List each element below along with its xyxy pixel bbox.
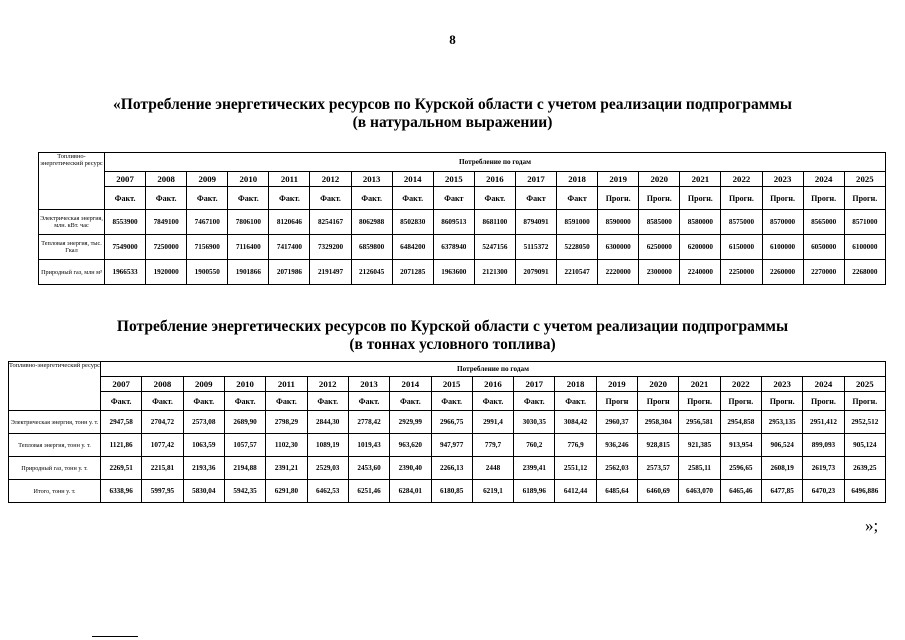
table-row (39, 235, 886, 260)
value-type-header: Прогн. (844, 187, 885, 210)
resource-label: Природный газ, тонн у. т. (9, 457, 101, 480)
table-cell: 8585000 (639, 210, 680, 235)
table1-title-line2: (в натуральном выражении) (352, 114, 553, 131)
year-header: 2021 (679, 377, 720, 392)
table-cell: 936,246 (596, 434, 637, 457)
year-header: 2008 (142, 377, 183, 392)
table-cell: 5997,95 (142, 480, 183, 503)
table-cell: 6378940 (433, 235, 474, 260)
table-cell: 2960,37 (596, 411, 637, 434)
table-cell: 1900550 (187, 260, 228, 285)
table-cell: 2390,40 (390, 457, 431, 480)
table-cell: 2952,512 (844, 411, 885, 434)
table-cell: 8794091 (515, 210, 556, 235)
year-header: 2025 (844, 377, 885, 392)
resource-column-header: Топливно-энергетический ресурс (39, 153, 105, 210)
table-cell: 1901866 (228, 260, 269, 285)
table-cell: 1019,43 (348, 434, 389, 457)
resource-label: Тепловая энергия, тонн у. т. (9, 434, 101, 457)
value-type-header: Прогн. (720, 392, 761, 411)
value-type-header: Прогн. (762, 392, 803, 411)
value-type-header: Прогн. (844, 392, 885, 411)
footnote-rule (92, 636, 138, 637)
year-header: 2022 (720, 377, 761, 392)
table-cell: 1063,59 (183, 434, 224, 457)
table-cell: 5942,35 (224, 480, 265, 503)
table-cell: 928,815 (638, 434, 679, 457)
years-row (9, 377, 886, 392)
table-cell: 6180,85 (431, 480, 472, 503)
table-cell: 8565000 (803, 210, 844, 235)
value-type-header: Факт. (472, 392, 513, 411)
table-cell: 6460,69 (638, 480, 679, 503)
table-cell: 2551,12 (555, 457, 596, 480)
table-row (39, 210, 886, 235)
resource-label: Тепловая энергия, тыс. Гкал (39, 235, 105, 260)
table-cell: 8553900 (105, 210, 146, 235)
consumption-by-year-header: Потребление по годам (101, 362, 886, 377)
year-header: 2017 (514, 377, 555, 392)
table-cell: 6412,44 (555, 480, 596, 503)
table-cell: 1121,86 (101, 434, 142, 457)
table-cell: 6050000 (803, 235, 844, 260)
table-cell: 905,124 (844, 434, 885, 457)
value-type-header: Прогн. (598, 187, 639, 210)
table-cell: 2071986 (269, 260, 310, 285)
table-cell: 2639,25 (844, 457, 885, 480)
table-cell: 7467100 (187, 210, 228, 235)
value-type-header: Прогн. (679, 392, 720, 411)
table-cell: 1920000 (146, 260, 187, 285)
header-row (9, 362, 886, 377)
resource-column-header: Топливно-энергетический ресурс (9, 362, 101, 411)
table-row (9, 411, 886, 434)
value-type-header: Факт. (392, 187, 433, 210)
value-type-header: Прогн. (803, 392, 844, 411)
resource-label: Электрическая энергия, млн. кВт. час (39, 210, 105, 235)
table-cell: 2689,90 (224, 411, 265, 434)
table-cell: 7329200 (310, 235, 351, 260)
year-header: 2016 (474, 172, 515, 187)
table-cell: 6200000 (680, 235, 721, 260)
table-cell: 8681100 (474, 210, 515, 235)
table-cell: 2210547 (557, 260, 598, 285)
table-cell: 2269,51 (101, 457, 142, 480)
years-row (39, 172, 886, 187)
table-cell: 7849100 (146, 210, 187, 235)
table-cell: 6100000 (762, 235, 803, 260)
table-cell: 2268000 (844, 260, 885, 285)
year-header: 2025 (844, 172, 885, 187)
year-header: 2011 (266, 377, 307, 392)
table-cell: 2947,58 (101, 411, 142, 434)
table-cell: 2391,21 (266, 457, 307, 480)
table-cell: 921,385 (679, 434, 720, 457)
table-cell: 2121300 (474, 260, 515, 285)
table-cell: 2991,4 (472, 411, 513, 434)
table-cell: 7250000 (146, 235, 187, 260)
value-type-header: Прогн. (680, 187, 721, 210)
year-header: 2010 (224, 377, 265, 392)
value-type-header: Факт. (183, 392, 224, 411)
table-cell: 8570000 (762, 210, 803, 235)
table-cell: 2191497 (310, 260, 351, 285)
table-cell: 2270000 (803, 260, 844, 285)
table-cell: 2079091 (515, 260, 556, 285)
year-header: 2009 (187, 172, 228, 187)
year-header: 2015 (431, 377, 472, 392)
value-type-header: Факт. (105, 187, 146, 210)
table-cell: 2448 (472, 457, 513, 480)
year-header: 2007 (101, 377, 142, 392)
table-cell: 6485,64 (596, 480, 637, 503)
table-cell: 6463,070 (679, 480, 720, 503)
year-header: 2007 (105, 172, 146, 187)
value-type-header: Факт. (310, 187, 351, 210)
table-cell: 6189,96 (514, 480, 555, 503)
year-header: 2020 (639, 172, 680, 187)
table-cell: 760,2 (514, 434, 555, 457)
value-type-header: Факт. (101, 392, 142, 411)
table-cell: 963,620 (390, 434, 431, 457)
table-cell: 8120646 (269, 210, 310, 235)
table-cell: 2954,858 (720, 411, 761, 434)
table-cell: 5830,04 (183, 480, 224, 503)
table-cell: 913,954 (720, 434, 761, 457)
table-fuel-equivalent (8, 361, 886, 503)
consumption-by-year-header: Потребление по годам (105, 153, 886, 172)
table-cell: 8609513 (433, 210, 474, 235)
year-header: 2016 (472, 377, 513, 392)
year-header: 2014 (390, 377, 431, 392)
table-cell: 2250000 (721, 260, 762, 285)
value-type-header: Прогн. (803, 187, 844, 210)
table-natural-units (38, 152, 886, 285)
value-type-header: Факт (557, 187, 598, 210)
resource-label: Электрическая энергия, тонн у. т. (9, 411, 101, 434)
year-header: 2012 (310, 172, 351, 187)
value-type-header: Факт. (266, 392, 307, 411)
table-cell: 2220000 (598, 260, 639, 285)
year-header: 2015 (433, 172, 474, 187)
table-cell: 5115372 (515, 235, 556, 260)
table-cell: 6477,85 (762, 480, 803, 503)
table-cell: 8591000 (557, 210, 598, 235)
resource-label: Природный газ, млн м³ (39, 260, 105, 285)
table2-title-line2: (в тоннах условного топлива) (349, 336, 556, 353)
table-cell: 947,977 (431, 434, 472, 457)
table-cell: 2619,73 (803, 457, 844, 480)
table-cell: 2929,99 (390, 411, 431, 434)
value-type-header: Прогн (638, 392, 679, 411)
value-type-header: Факт. (351, 187, 392, 210)
year-header: 2018 (555, 377, 596, 392)
year-header: 2009 (183, 377, 224, 392)
value-type-header: Факт (433, 187, 474, 210)
value-type-header: Факт. (142, 392, 183, 411)
table1-title (0, 96, 905, 132)
table-cell: 1102,30 (266, 434, 307, 457)
table-cell: 6219,1 (472, 480, 513, 503)
table-cell: 7806100 (228, 210, 269, 235)
table-cell: 3030,35 (514, 411, 555, 434)
year-header: 2023 (762, 377, 803, 392)
table-cell: 6859800 (351, 235, 392, 260)
table-cell: 7156900 (187, 235, 228, 260)
value-type-header: Факт. (228, 187, 269, 210)
table-cell: 6470,23 (803, 480, 844, 503)
table2-title-line1: Потребление энергетических ресурсов по Курской области с учетом реализации подпрограммы (116, 318, 789, 335)
value-type-header: Прогн. (721, 187, 762, 210)
year-header: 2017 (515, 172, 556, 187)
resource-label: Итого, тонн у. т. (9, 480, 101, 503)
table-cell: 2215,81 (142, 457, 183, 480)
year-header: 2023 (762, 172, 803, 187)
table-cell: 2453,60 (348, 457, 389, 480)
table-cell: 2704,72 (142, 411, 183, 434)
value-type-header: Факт. (514, 392, 555, 411)
table-cell: 1089,19 (307, 434, 348, 457)
table-cell: 8575000 (721, 210, 762, 235)
year-header: 2019 (596, 377, 637, 392)
table-cell: 2071285 (392, 260, 433, 285)
table-cell: 2573,57 (638, 457, 679, 480)
table-cell: 6100000 (844, 235, 885, 260)
table-cell: 2956,581 (679, 411, 720, 434)
year-header: 2013 (351, 172, 392, 187)
table-cell: 7116400 (228, 235, 269, 260)
value-type-header: Факт. (474, 187, 515, 210)
table-cell: 2608,19 (762, 457, 803, 480)
table-cell: 2573,08 (183, 411, 224, 434)
year-header: 2013 (348, 377, 389, 392)
table-row (9, 434, 886, 457)
table-cell: 6462,53 (307, 480, 348, 503)
table-cell: 7549000 (105, 235, 146, 260)
table-cell: 5247156 (474, 235, 515, 260)
table-cell: 1077,42 (142, 434, 183, 457)
value-type-header: Факт. (431, 392, 472, 411)
table-cell: 2193,36 (183, 457, 224, 480)
table-cell: 6284,01 (390, 480, 431, 503)
table-row (39, 260, 886, 285)
table-cell: 776,9 (555, 434, 596, 457)
table-cell: 2399,41 (514, 457, 555, 480)
table-cell: 7417400 (269, 235, 310, 260)
table-cell: 6496,886 (844, 480, 885, 503)
value-type-header: Факт. (269, 187, 310, 210)
value-type-header: Факт. (307, 392, 348, 411)
year-header: 2022 (721, 172, 762, 187)
table-cell: 2958,304 (638, 411, 679, 434)
value-type-header: Факт. (555, 392, 596, 411)
table-cell: 2844,30 (307, 411, 348, 434)
table-cell: 6250000 (639, 235, 680, 260)
table-row (9, 457, 886, 480)
year-header: 2024 (803, 172, 844, 187)
year-header: 2020 (638, 377, 679, 392)
table-cell: 8254167 (310, 210, 351, 235)
table-cell: 6251,46 (348, 480, 389, 503)
table2-title (0, 318, 905, 354)
value-type-header: Прогн. (762, 187, 803, 210)
year-header: 2018 (557, 172, 598, 187)
value-type-row (39, 187, 886, 210)
year-header: 2011 (269, 172, 310, 187)
table-cell: 2585,11 (679, 457, 720, 480)
table1-title-line1: «Потребление энергетических ресурсов по Курской области с учетом реализации подпрограммы (113, 96, 792, 113)
table-cell: 2266,13 (431, 457, 472, 480)
table-cell: 2300000 (639, 260, 680, 285)
table-cell: 899,093 (803, 434, 844, 457)
table-cell: 1057,57 (224, 434, 265, 457)
value-type-header: Факт. (390, 392, 431, 411)
value-type-header: Факт. (146, 187, 187, 210)
year-header: 2010 (228, 172, 269, 187)
table-cell: 2966,75 (431, 411, 472, 434)
table-cell: 2798,29 (266, 411, 307, 434)
table-cell: 779,7 (472, 434, 513, 457)
table-row (9, 480, 886, 503)
table-cell: 2596,65 (720, 457, 761, 480)
table-cell: 2260000 (762, 260, 803, 285)
page-number: 8 (449, 32, 456, 47)
table-cell: 2240000 (680, 260, 721, 285)
table-cell: 6338,96 (101, 480, 142, 503)
value-type-row (9, 392, 886, 411)
table-cell: 6484200 (392, 235, 433, 260)
table-cell: 1966533 (105, 260, 146, 285)
table-cell: 8502830 (392, 210, 433, 235)
value-type-header: Факт. (348, 392, 389, 411)
year-header: 2014 (392, 172, 433, 187)
table-cell: 2951,412 (803, 411, 844, 434)
year-header: 2019 (598, 172, 639, 187)
table-cell: 2529,03 (307, 457, 348, 480)
table-cell: 2953,135 (762, 411, 803, 434)
table-cell: 6291,80 (266, 480, 307, 503)
header-row (39, 153, 886, 172)
table-cell: 2778,42 (348, 411, 389, 434)
table-cell: 3084,42 (555, 411, 596, 434)
value-type-header: Прогн. (639, 187, 680, 210)
table-cell: 2126045 (351, 260, 392, 285)
table-cell: 6150000 (721, 235, 762, 260)
table-cell: 5228050 (557, 235, 598, 260)
table-cell: 6300000 (598, 235, 639, 260)
value-type-header: Факт (515, 187, 556, 210)
year-header: 2021 (680, 172, 721, 187)
table-cell: 1963600 (433, 260, 474, 285)
table-cell: 8580000 (680, 210, 721, 235)
table-cell: 8571000 (844, 210, 885, 235)
table-cell: 8062988 (351, 210, 392, 235)
value-type-header: Факт. (224, 392, 265, 411)
table-cell: 2562,03 (596, 457, 637, 480)
year-header: 2024 (803, 377, 844, 392)
table-cell: 2194,88 (224, 457, 265, 480)
year-header: 2008 (146, 172, 187, 187)
year-header: 2012 (307, 377, 348, 392)
value-type-header: Факт. (187, 187, 228, 210)
value-type-header: Прогн (596, 392, 637, 411)
table-cell: 906,524 (762, 434, 803, 457)
closing-quote-mark: »; (865, 516, 879, 535)
table-cell: 6465,46 (720, 480, 761, 503)
table-cell: 8590000 (598, 210, 639, 235)
